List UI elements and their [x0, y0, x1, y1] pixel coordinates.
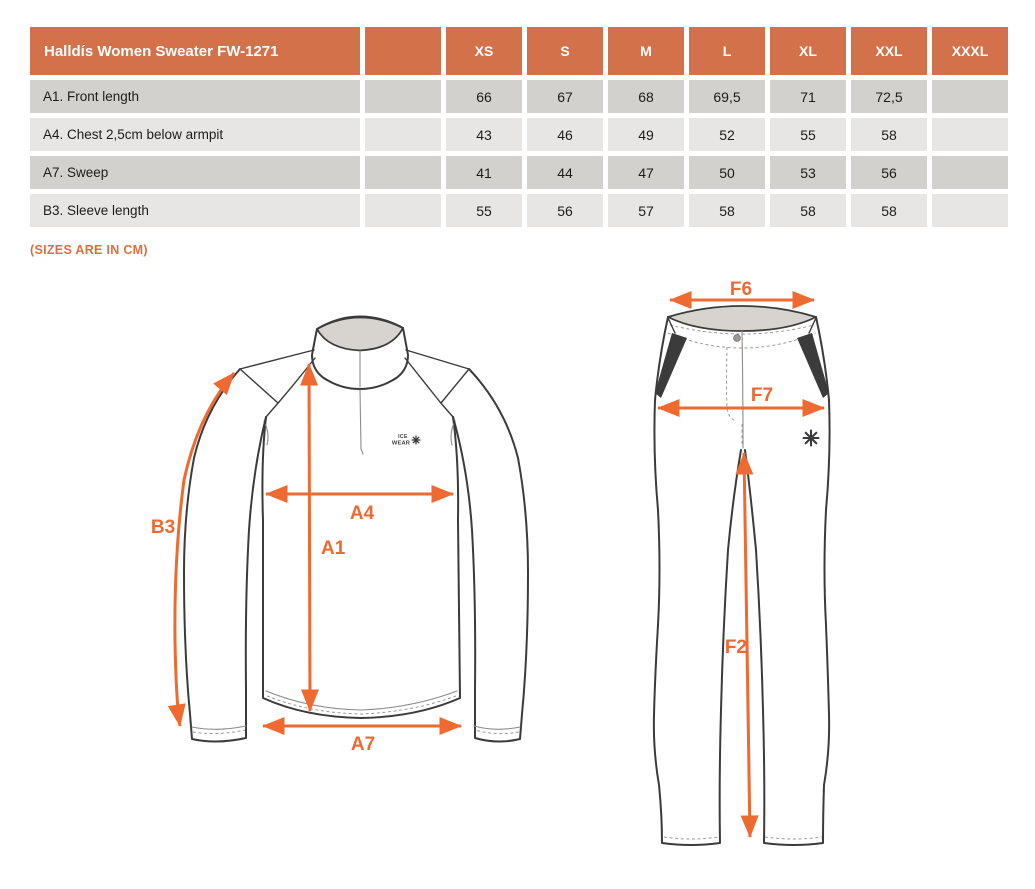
size-header-xxxl: XXXL [932, 27, 1008, 75]
size-header-xs: XS [446, 27, 522, 75]
label-a1: A1 [321, 538, 346, 559]
value-cell: 56 [527, 194, 603, 227]
value-cell: 66 [446, 80, 522, 113]
value-cell [932, 118, 1008, 151]
row-label-cell: B3. Sleeve length [30, 194, 360, 227]
row-label-cell: A7. Sweep [30, 156, 360, 189]
row-label-cell: A1. Front length [30, 80, 360, 113]
brand-text-ice: ICE [398, 434, 408, 440]
measurement-diagram [0, 270, 1035, 889]
value-cell: 55 [770, 118, 846, 151]
front-length-arrow [309, 364, 310, 711]
value-cell: 57 [608, 194, 684, 227]
units-note: (SIZES ARE IN CM) [30, 243, 148, 257]
right-sleeve [453, 369, 528, 742]
value-cell: 71 [770, 80, 846, 113]
fly-stitch [727, 347, 743, 446]
table-title: Halldís Women Sweater FW-1271 [30, 27, 360, 75]
sweater-drawing [151, 317, 528, 756]
value-cell: 55 [446, 194, 522, 227]
row-spacer-cell [365, 80, 441, 113]
value-cell: 43 [446, 118, 522, 151]
value-cell: 58 [851, 194, 927, 227]
row-label-cell: A4. Chest 2,5cm below armpit [30, 118, 360, 151]
value-cell: 58 [689, 194, 765, 227]
value-cell: 50 [689, 156, 765, 189]
label-a7: A7 [350, 734, 376, 755]
label-b3: B3 [150, 517, 176, 538]
label-f2: F2 [724, 637, 747, 658]
value-cell: 44 [527, 156, 603, 189]
value-cell: 41 [446, 156, 522, 189]
label-f7: F7 [750, 385, 774, 406]
size-header-s: S [527, 27, 603, 75]
value-cell [932, 194, 1008, 227]
value-cell: 58 [770, 194, 846, 227]
brand-text-wear: WEAR [391, 440, 411, 447]
value-cell: 47 [608, 156, 684, 189]
value-cell: 46 [527, 118, 603, 151]
row-spacer-cell [365, 156, 441, 189]
value-cell [932, 156, 1008, 189]
value-cell: 56 [851, 156, 927, 189]
row-spacer-cell [365, 118, 441, 151]
value-cell: 72,5 [851, 80, 927, 113]
left-shoulder-seams [240, 350, 315, 417]
value-cell: 52 [689, 118, 765, 151]
label-f6: F6 [729, 279, 753, 300]
brand-snowflake-icon [412, 436, 420, 444]
pants-drawing [654, 279, 830, 845]
value-cell: 67 [527, 80, 603, 113]
value-cell: 68 [608, 80, 684, 113]
waist-button [734, 335, 741, 342]
value-cell: 49 [608, 118, 684, 151]
value-cell: 53 [770, 156, 846, 189]
sweater-body [262, 417, 460, 718]
left-leg [654, 317, 741, 845]
size-header-xl: XL [770, 27, 846, 75]
size-header-xxl: XXL [851, 27, 927, 75]
value-cell [932, 80, 1008, 113]
size-table [30, 27, 1008, 227]
leg-snowflake-icon [804, 431, 819, 446]
zipper [360, 351, 363, 454]
value-cell: 69,5 [689, 80, 765, 113]
right-shoulder-seams [405, 350, 469, 417]
size-header-m: M [608, 27, 684, 75]
waist-opening [668, 306, 816, 331]
left-sleeve [184, 369, 266, 742]
header-spacer-cell [365, 27, 441, 75]
row-spacer-cell [365, 194, 441, 227]
label-a4: A4 [349, 503, 375, 524]
size-header-l: L [689, 27, 765, 75]
value-cell: 58 [851, 118, 927, 151]
